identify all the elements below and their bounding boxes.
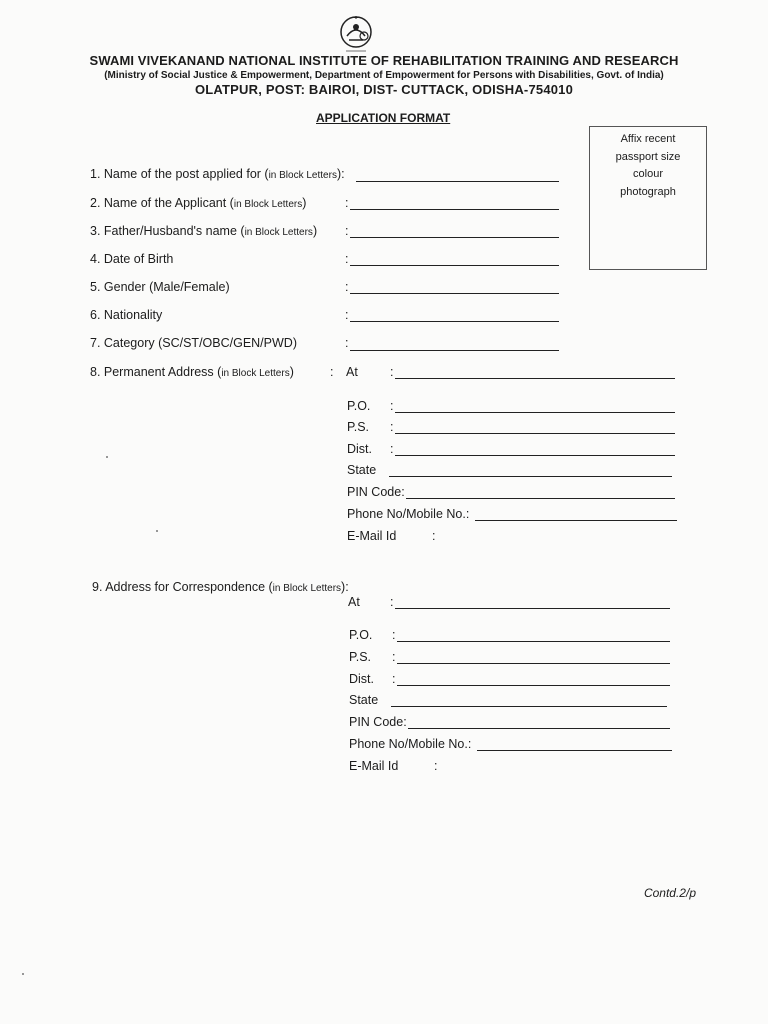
field-colon: : (345, 252, 349, 266)
photo-box-line: photograph (620, 185, 676, 198)
continued-note: Contd.2/p (643, 886, 696, 900)
field-father-name-label: 3. Father/Husband's name (in Block Letters) (90, 224, 318, 238)
perm-phone-line[interactable] (475, 520, 677, 521)
field-colon: : (392, 628, 396, 642)
perm-po-line[interactable] (395, 412, 675, 413)
field-category-line[interactable] (350, 350, 559, 351)
perm-dist-line[interactable] (395, 455, 675, 456)
field-colon: : (390, 442, 394, 456)
field-applicant-name-label: 2. Name of the Applicant (in Block Letters) (90, 196, 307, 210)
field-applicant-name-line[interactable] (350, 209, 559, 210)
photo-box-line: Affix recent (620, 133, 676, 145)
corr-ps-line[interactable] (397, 663, 670, 664)
field-colon: : (390, 595, 394, 609)
corr-dist-line[interactable] (397, 685, 670, 686)
perm-ps-label: P.S. (347, 420, 370, 434)
corr-ps-label: P.S. (349, 650, 372, 664)
field-category-label: 7. Category (SC/ST/OBC/GEN/PWD) (90, 336, 297, 350)
perm-email-label: E-Mail Id (347, 529, 397, 543)
corr-at-line[interactable] (395, 608, 670, 609)
field-colon: : (345, 308, 349, 322)
corr-at-label: At (348, 595, 360, 609)
perm-state-line[interactable] (389, 476, 672, 477)
scan-speck (156, 530, 158, 532)
corr-state-line[interactable] (391, 706, 667, 707)
perm-pin-line[interactable] (406, 498, 675, 499)
photo-box-line: passport size (615, 150, 681, 163)
photo-box (589, 126, 707, 270)
field-dob-label: 4. Date of Birth (90, 252, 174, 266)
perm-phone-label: Phone No/Mobile No.: (347, 507, 470, 521)
field-nationality-label: 6. Nationality (90, 308, 163, 322)
field-colon: : (345, 336, 349, 350)
field-post-applied-label: 1. Name of the post applied for (in Block Letters): (90, 167, 345, 181)
field-colon: : (390, 365, 394, 379)
perm-ps-line[interactable] (395, 433, 675, 434)
corr-pin-label: PIN Code: (349, 715, 407, 729)
field-colon: : (390, 399, 394, 413)
perm-state-label: State (347, 463, 377, 477)
corr-phone-line[interactable] (477, 750, 672, 751)
perm-po-label: P.O. (347, 399, 371, 413)
institute-logo (334, 14, 378, 54)
field-colon: : (345, 196, 349, 210)
perm-dist-label: Dist. (347, 442, 372, 456)
institute-name: SWAMI VIVEKANAND NATIONAL INSTITUTE OF REHABILITATION TRAINING AND RESEARCH (89, 53, 679, 68)
corr-state-label: State (349, 693, 379, 707)
perm-at-line[interactable] (395, 378, 675, 379)
perm-at-label: At (346, 365, 358, 379)
scan-speck (106, 456, 108, 458)
field-father-name-line[interactable] (350, 237, 559, 238)
photo-box-line: colour (633, 168, 663, 180)
field-colon: : (392, 672, 396, 686)
form-title: APPLICATION FORMAT (316, 111, 451, 125)
corr-phone-label: Phone No/Mobile No.: (349, 737, 472, 751)
field-post-applied-line[interactable] (356, 181, 559, 182)
field-colon: : (390, 420, 394, 434)
corr-email-label: E-Mail Id (349, 759, 399, 773)
field-dob-line[interactable] (350, 265, 559, 266)
field-colon: : (330, 365, 334, 379)
ministry-line: (Ministry of Social Justice & Empowerment, Department of Empowerment for Persons with Disabilities, Govt. of India) (104, 70, 664, 81)
scan-speck (22, 973, 24, 975)
corr-po-label: P.O. (349, 628, 373, 642)
field-colon: : (432, 529, 436, 543)
perm-pin-label: PIN Code: (347, 485, 405, 499)
corr-po-line[interactable] (397, 641, 670, 642)
field-colon: : (392, 650, 396, 664)
field-gender-line[interactable] (350, 293, 559, 294)
field-permanent-address-label: 8. Permanent Address (in Block Letters) (90, 365, 294, 379)
institute-address: OLATPUR, POST: BAIROI, DIST- CUTTACK, ODISHA-754010 (194, 82, 574, 97)
field-nationality-line[interactable] (350, 321, 559, 322)
field-colon: : (345, 224, 349, 238)
corr-dist-label: Dist. (349, 672, 374, 686)
field-colon: : (434, 759, 438, 773)
field-gender-label: 5. Gender (Male/Female) (90, 280, 230, 294)
field-correspondence-label: 9. Address for Correspondence (in Block Letters): (92, 580, 349, 594)
field-colon: : (345, 280, 349, 294)
corr-pin-line[interactable] (408, 728, 670, 729)
